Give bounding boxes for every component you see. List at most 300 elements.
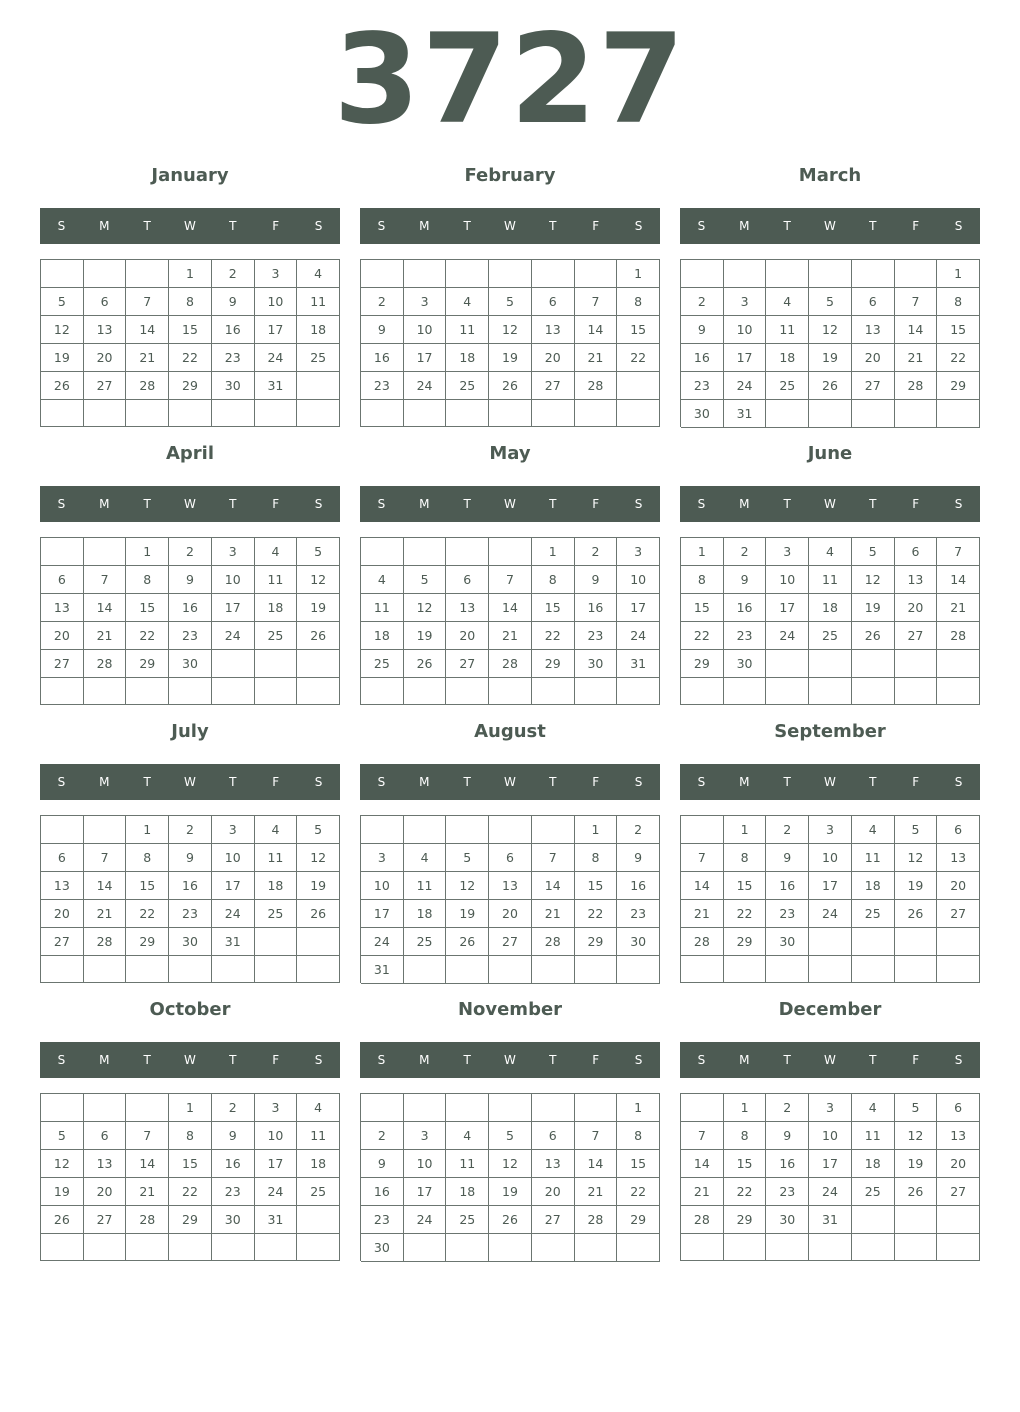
day-cell: 3 [809, 816, 852, 844]
day-cell [404, 538, 447, 566]
weekday-label: M [739, 219, 750, 233]
day-cell: 22 [575, 900, 618, 928]
day-cell [489, 816, 532, 844]
day-cell [404, 1234, 447, 1262]
day-cell [766, 400, 809, 428]
day-cell: 28 [126, 372, 169, 400]
day-cell: 18 [766, 344, 809, 372]
weekday-label: W [504, 775, 516, 789]
day-cell [766, 1234, 809, 1261]
day-cell: 15 [681, 594, 724, 622]
day-cell: 13 [852, 316, 895, 344]
day-cell: 11 [404, 872, 447, 900]
day-cell [766, 260, 809, 288]
day-cell: 30 [212, 1206, 255, 1234]
day-cell: 17 [724, 344, 767, 372]
day-cell [84, 1234, 127, 1261]
day-cell: 30 [169, 928, 212, 956]
day-cell: 16 [169, 594, 212, 622]
day-cell [489, 400, 532, 427]
weekday-label: W [504, 497, 516, 511]
day-cell [937, 1234, 980, 1261]
day-cell: 1 [575, 816, 618, 844]
day-cell: 16 [212, 1150, 255, 1178]
day-cell: 19 [489, 344, 532, 372]
day-cell: 8 [575, 844, 618, 872]
day-cell [126, 1094, 169, 1122]
day-cell: 9 [724, 566, 767, 594]
day-cell: 10 [766, 566, 809, 594]
day-cell [404, 956, 447, 984]
day-cell [446, 260, 489, 288]
day-cell: 11 [852, 844, 895, 872]
day-cell: 9 [766, 844, 809, 872]
day-cell: 1 [724, 1094, 767, 1122]
day-cell: 4 [297, 260, 340, 288]
day-cell [852, 260, 895, 288]
day-cell [766, 678, 809, 705]
day-cell: 28 [532, 928, 575, 956]
day-cell: 11 [446, 316, 489, 344]
day-cell: 17 [361, 900, 404, 928]
month-july [40, 716, 340, 986]
weekday-label: S [314, 775, 323, 789]
day-cell [84, 816, 127, 844]
day-cell [297, 678, 340, 705]
day-cell: 26 [895, 900, 938, 928]
weekday-label: S [634, 219, 643, 233]
day-cell: 17 [255, 1150, 298, 1178]
day-cell: 22 [169, 344, 212, 372]
day-cell: 14 [681, 872, 724, 900]
day-cell: 23 [766, 1178, 809, 1206]
weekday-label: T [463, 497, 471, 511]
day-cell: 24 [212, 622, 255, 650]
day-cell [84, 678, 127, 705]
weekday-label: S [377, 1053, 386, 1067]
day-cell: 9 [681, 316, 724, 344]
day-cell [937, 400, 980, 428]
weekday-header [40, 764, 340, 800]
day-cell: 3 [361, 844, 404, 872]
day-cell: 9 [212, 288, 255, 316]
weekday-label: S [377, 497, 386, 511]
day-cell: 2 [766, 1094, 809, 1122]
day-cell: 29 [617, 1206, 660, 1234]
day-cell [361, 816, 404, 844]
day-cell [809, 650, 852, 678]
weekday-label: T [549, 219, 557, 233]
day-cell [937, 1206, 980, 1234]
day-cell: 23 [617, 900, 660, 928]
day-cell: 6 [41, 844, 84, 872]
day-cell: 29 [169, 372, 212, 400]
day-cell [446, 1234, 489, 1262]
day-cell [532, 816, 575, 844]
weekday-label: S [314, 1053, 323, 1067]
day-cell: 10 [724, 316, 767, 344]
day-cell: 13 [937, 844, 980, 872]
day-cell: 6 [41, 566, 84, 594]
day-cell: 12 [489, 316, 532, 344]
month-december [680, 994, 980, 1264]
day-cell: 2 [681, 288, 724, 316]
weekday-label: S [57, 1053, 66, 1067]
day-cell: 19 [852, 594, 895, 622]
month-name: July [171, 721, 209, 742]
weekday-label: M [739, 497, 750, 511]
day-cell: 18 [852, 872, 895, 900]
weekday-label: M [419, 775, 430, 789]
day-cell: 31 [809, 1206, 852, 1234]
day-cell: 7 [126, 1122, 169, 1150]
day-cell: 21 [489, 622, 532, 650]
day-cell: 6 [84, 288, 127, 316]
day-cell [937, 650, 980, 678]
day-cell: 17 [766, 594, 809, 622]
day-cell: 21 [937, 594, 980, 622]
day-cell: 23 [361, 1206, 404, 1234]
day-cell: 19 [297, 872, 340, 900]
weekday-header [680, 208, 980, 244]
month-june [680, 438, 980, 708]
day-cell [617, 372, 660, 400]
day-cell: 21 [681, 1178, 724, 1206]
day-cell [724, 956, 767, 983]
day-cell [681, 1234, 724, 1261]
day-cell: 10 [404, 1150, 447, 1178]
day-cell: 12 [41, 316, 84, 344]
day-cell: 14 [937, 566, 980, 594]
day-cell: 3 [212, 816, 255, 844]
day-cell [404, 260, 447, 288]
day-cell: 27 [41, 650, 84, 678]
day-cell: 9 [169, 566, 212, 594]
day-cell [169, 956, 212, 983]
day-cell: 1 [169, 1094, 212, 1122]
day-grid [40, 259, 340, 427]
day-cell: 23 [212, 1178, 255, 1206]
day-cell [895, 956, 938, 983]
day-cell: 8 [681, 566, 724, 594]
weekday-label: W [824, 219, 836, 233]
month-name: August [474, 721, 546, 742]
day-cell: 22 [532, 622, 575, 650]
day-cell: 16 [617, 872, 660, 900]
day-cell: 31 [361, 956, 404, 984]
weekday-label: M [99, 775, 110, 789]
day-cell [404, 678, 447, 705]
day-cell: 5 [895, 1094, 938, 1122]
day-cell: 4 [446, 288, 489, 316]
day-grid [680, 259, 980, 427]
day-cell: 5 [489, 288, 532, 316]
day-cell: 6 [532, 1122, 575, 1150]
day-cell: 29 [724, 1206, 767, 1234]
weekday-label: M [739, 1053, 750, 1067]
month-name: June [807, 443, 853, 464]
day-cell: 14 [681, 1150, 724, 1178]
day-cell: 20 [41, 622, 84, 650]
day-cell: 12 [809, 316, 852, 344]
day-cell [297, 372, 340, 400]
day-cell: 30 [681, 400, 724, 428]
day-cell: 8 [724, 1122, 767, 1150]
day-cell: 14 [126, 1150, 169, 1178]
day-cell [532, 1234, 575, 1262]
day-cell [404, 1094, 447, 1122]
day-cell: 28 [126, 1206, 169, 1234]
month-october [40, 994, 340, 1264]
day-cell: 12 [446, 872, 489, 900]
day-cell: 28 [575, 372, 618, 400]
day-cell [575, 678, 618, 705]
day-cell: 29 [724, 928, 767, 956]
day-grid [40, 537, 340, 705]
weekday-label: S [954, 1053, 963, 1067]
day-cell: 20 [446, 622, 489, 650]
day-cell: 9 [575, 566, 618, 594]
day-cell: 6 [895, 538, 938, 566]
day-cell: 31 [724, 400, 767, 428]
day-cell [617, 678, 660, 705]
weekday-label: S [954, 775, 963, 789]
day-cell [852, 956, 895, 983]
day-cell: 9 [617, 844, 660, 872]
day-cell: 8 [617, 288, 660, 316]
weekday-label: T [869, 775, 877, 789]
day-cell: 22 [724, 1178, 767, 1206]
day-cell: 5 [852, 538, 895, 566]
day-cell: 11 [255, 566, 298, 594]
weekday-label: T [463, 775, 471, 789]
month-name: October [149, 999, 231, 1020]
day-cell: 9 [169, 844, 212, 872]
weekday-label: W [824, 497, 836, 511]
day-cell: 14 [84, 872, 127, 900]
day-cell: 2 [766, 816, 809, 844]
day-cell: 12 [41, 1150, 84, 1178]
day-cell: 27 [532, 1206, 575, 1234]
day-cell: 1 [532, 538, 575, 566]
day-cell [681, 678, 724, 705]
day-cell: 7 [84, 566, 127, 594]
day-cell: 3 [404, 288, 447, 316]
weekday-label: T [783, 1053, 791, 1067]
day-cell [489, 956, 532, 984]
weekday-label: W [504, 219, 516, 233]
day-cell [532, 260, 575, 288]
day-cell: 16 [212, 316, 255, 344]
day-cell: 4 [446, 1122, 489, 1150]
day-cell [169, 1234, 212, 1261]
day-cell: 22 [617, 1178, 660, 1206]
day-cell [575, 1234, 618, 1262]
day-cell: 13 [937, 1122, 980, 1150]
day-cell: 1 [681, 538, 724, 566]
weekday-label: S [377, 775, 386, 789]
weekday-header [360, 208, 660, 244]
day-cell: 12 [895, 844, 938, 872]
day-cell: 19 [41, 1178, 84, 1206]
day-cell: 26 [41, 1206, 84, 1234]
day-cell: 14 [895, 316, 938, 344]
day-cell: 10 [255, 1122, 298, 1150]
day-cell: 18 [361, 622, 404, 650]
day-cell: 13 [532, 316, 575, 344]
day-cell: 18 [255, 594, 298, 622]
day-cell [532, 400, 575, 427]
day-cell [446, 956, 489, 984]
weekday-label: W [184, 1053, 196, 1067]
day-cell [361, 678, 404, 705]
weekday-label: F [912, 219, 920, 233]
day-cell [255, 678, 298, 705]
day-cell: 30 [575, 650, 618, 678]
day-cell [212, 400, 255, 427]
weekday-label: M [419, 497, 430, 511]
day-cell [41, 400, 84, 427]
day-cell [404, 400, 447, 427]
day-cell: 5 [41, 1122, 84, 1150]
day-cell [895, 1234, 938, 1261]
day-cell [361, 260, 404, 288]
day-cell: 4 [255, 816, 298, 844]
day-cell: 10 [255, 288, 298, 316]
day-cell: 21 [575, 344, 618, 372]
month-february [360, 160, 660, 430]
day-cell: 1 [617, 260, 660, 288]
weekday-label: T [783, 775, 791, 789]
day-cell [852, 1206, 895, 1234]
day-cell: 26 [895, 1178, 938, 1206]
day-cell: 21 [532, 900, 575, 928]
day-cell: 17 [404, 344, 447, 372]
day-cell [852, 928, 895, 956]
day-cell: 5 [489, 1122, 532, 1150]
day-cell [681, 816, 724, 844]
day-cell: 4 [852, 816, 895, 844]
day-cell: 10 [361, 872, 404, 900]
day-cell: 13 [532, 1150, 575, 1178]
day-cell: 8 [617, 1122, 660, 1150]
day-cell: 30 [617, 928, 660, 956]
day-cell: 20 [937, 1150, 980, 1178]
day-cell: 30 [212, 372, 255, 400]
day-cell: 23 [212, 344, 255, 372]
day-cell: 15 [724, 1150, 767, 1178]
day-cell: 4 [255, 538, 298, 566]
day-cell [489, 678, 532, 705]
day-cell: 26 [489, 1206, 532, 1234]
day-cell: 8 [169, 288, 212, 316]
weekday-label: T [229, 1053, 237, 1067]
day-cell: 22 [937, 344, 980, 372]
day-grid [680, 815, 980, 983]
weekday-label: S [634, 775, 643, 789]
day-cell: 7 [681, 844, 724, 872]
day-cell: 1 [617, 1094, 660, 1122]
month-name: December [778, 999, 882, 1020]
day-grid [40, 1093, 340, 1261]
day-cell [937, 928, 980, 956]
day-cell: 25 [852, 900, 895, 928]
day-cell [446, 678, 489, 705]
day-cell: 30 [724, 650, 767, 678]
weekday-label: M [99, 497, 110, 511]
day-cell [895, 928, 938, 956]
day-cell: 12 [852, 566, 895, 594]
day-cell: 25 [404, 928, 447, 956]
month-name: November [457, 999, 563, 1020]
weekday-label: F [592, 497, 600, 511]
day-cell: 29 [937, 372, 980, 400]
month-september [680, 716, 980, 986]
weekday-label: M [419, 1053, 430, 1067]
weekday-label: T [143, 219, 151, 233]
day-cell [126, 1234, 169, 1261]
weekday-label: S [697, 1053, 706, 1067]
day-cell: 6 [937, 816, 980, 844]
weekday-label: S [634, 1053, 643, 1067]
day-cell [84, 956, 127, 983]
weekday-label: T [229, 775, 237, 789]
month-november [360, 994, 660, 1264]
day-cell [852, 678, 895, 705]
day-cell: 2 [361, 1122, 404, 1150]
day-cell: 17 [809, 1150, 852, 1178]
day-cell [212, 956, 255, 983]
day-cell: 18 [809, 594, 852, 622]
day-cell: 14 [84, 594, 127, 622]
weekday-label: W [184, 775, 196, 789]
day-cell: 4 [361, 566, 404, 594]
day-cell: 31 [255, 372, 298, 400]
day-cell [41, 678, 84, 705]
day-cell [84, 260, 127, 288]
day-cell: 8 [724, 844, 767, 872]
day-cell [84, 538, 127, 566]
day-cell [895, 678, 938, 705]
day-grid [360, 1093, 660, 1261]
day-cell [361, 1094, 404, 1122]
day-cell: 18 [255, 872, 298, 900]
weekday-label: F [592, 1053, 600, 1067]
day-cell: 7 [84, 844, 127, 872]
day-cell [895, 260, 938, 288]
day-cell: 6 [852, 288, 895, 316]
day-cell [809, 678, 852, 705]
day-cell: 25 [255, 900, 298, 928]
weekday-label: S [954, 219, 963, 233]
day-cell [255, 928, 298, 956]
day-cell [297, 1234, 340, 1261]
day-cell: 18 [446, 344, 489, 372]
day-cell: 31 [212, 928, 255, 956]
day-cell [489, 1094, 532, 1122]
weekday-label: S [314, 219, 323, 233]
day-cell: 21 [895, 344, 938, 372]
day-cell: 3 [255, 260, 298, 288]
day-cell [575, 260, 618, 288]
day-cell: 5 [41, 288, 84, 316]
weekday-label: S [697, 497, 706, 511]
day-cell: 18 [852, 1150, 895, 1178]
day-cell: 22 [169, 1178, 212, 1206]
day-grid [360, 537, 660, 705]
day-cell: 25 [255, 622, 298, 650]
day-cell [766, 650, 809, 678]
